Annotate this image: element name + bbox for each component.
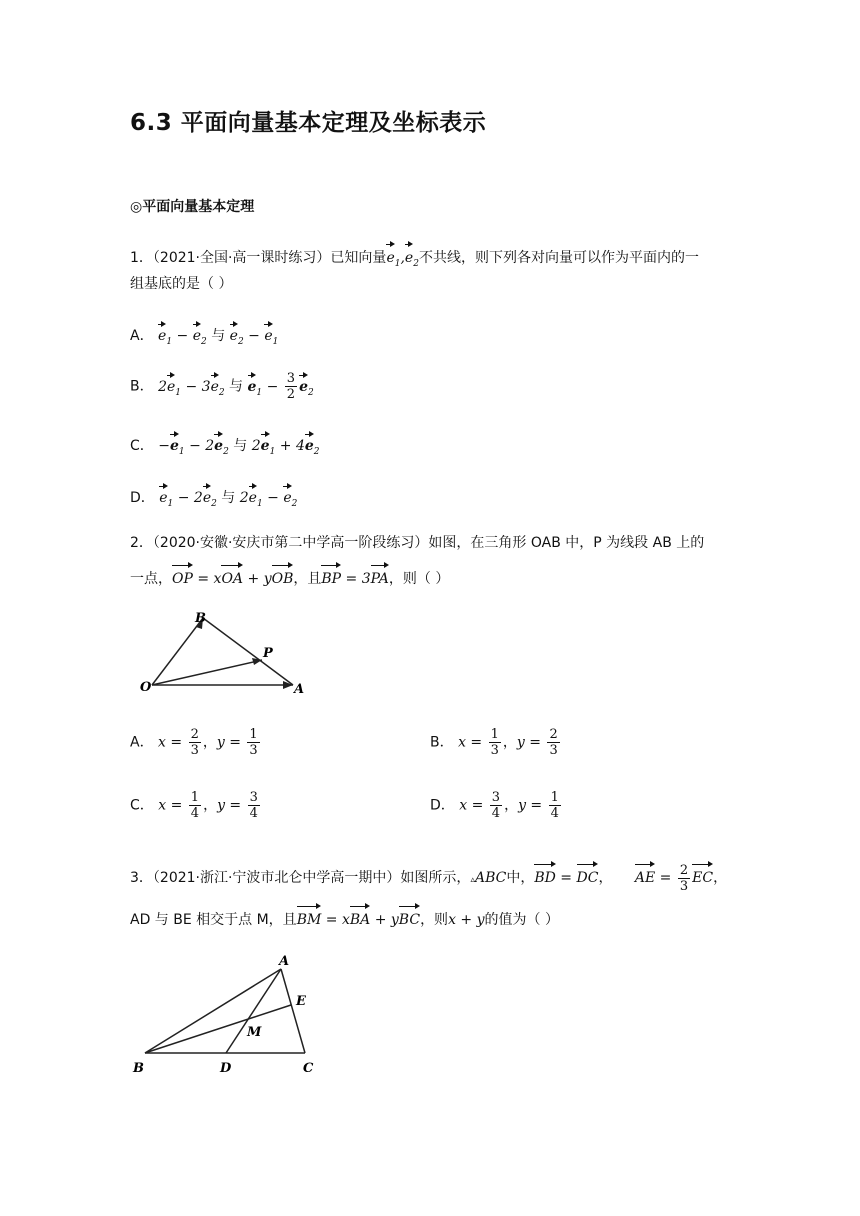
q3-equation-bm: BM = xBA + yBC <box>297 912 420 928</box>
q1-option-c-yu: 与 <box>233 438 248 454</box>
q2-label-b: B <box>195 611 206 626</box>
q1-line1 <box>130 242 699 274</box>
q3-label-e: E <box>296 994 306 1009</box>
q3-triangle-figure <box>125 945 325 1080</box>
q1-option-b-yu: 与 <box>229 378 244 395</box>
q1-stem-post: 不共线，则下列各对向量可以作为平面内的一 <box>418 250 699 266</box>
q3-line1: 3．（2021·浙江·宁波市北仑中学高一期中）如图所示，▵ABC中，BD = DC， AE = $\frac{2}{3}$ EC， <box>130 862 728 894</box>
q2-triangle-figure <box>130 605 320 697</box>
q1-option-b[interactable]: B． $2e_1 - 3e_2$ 与 $e_1$ − $\frac{3}{2}$ $e_2$ <box>130 371 314 402</box>
q3-equation-ae: AE = <box>635 870 676 886</box>
q2-option-c-label: C． <box>130 797 154 814</box>
q3-stem-mid: 中， <box>506 870 535 886</box>
q3-label-m: M <box>247 1025 262 1040</box>
q1-option-c-label: C． <box>130 438 154 454</box>
q2-option-c[interactable]: C． x = $\frac{1}{4}$ ，y = $\frac{3}{4}$ <box>130 790 258 821</box>
q3-expression-xy: x + y <box>448 912 485 928</box>
q3-label-b: B <box>133 1061 144 1076</box>
q3-label-a: A <box>279 954 290 969</box>
q1-option-c[interactable]: C． $-e_1 - 2e_2$ 与 $2e_1 + 4e_2$ <box>130 432 320 457</box>
q3-line2 <box>130 904 559 930</box>
q3-label-d: D <box>220 1061 232 1076</box>
page-title: 6.3 平面向量基本定理及坐标表示 <box>130 110 487 136</box>
q1-option-d-yu: 与 <box>221 490 236 506</box>
q3-equation-bd: BD = DC <box>534 870 598 886</box>
q2-option-a-label: A． <box>130 734 154 751</box>
q2-equation-bp: BP = 3PA <box>321 571 389 587</box>
section-heading: ◎平面向量基本定理 <box>130 199 255 215</box>
q2-label-o: O <box>140 680 152 695</box>
q1-vectors-e1-e2: $e_1,e_2$ <box>386 250 419 266</box>
q1-line2: 组基底的是（ ） <box>130 276 233 292</box>
q3-triangle-abc: ABC <box>474 870 507 886</box>
q2-option-d-label: D． <box>430 797 455 814</box>
q2-stem-mid: ，且 <box>293 571 322 587</box>
q1-option-a-yu: 与 <box>211 328 226 344</box>
q3-stem-post: 的值为（ ） <box>484 912 559 928</box>
q2-line1: 2．（2020·安徽·安庆市第二中学高一阶段练习）如图，在三角形 OAB 中，P 为线段 AB 上的 <box>130 535 705 551</box>
q2-line2 <box>130 563 449 589</box>
q2-option-d[interactable]: D． x = $\frac{3}{4}$ ，y = $\frac{1}{4}$ <box>430 790 559 821</box>
q3-stem-pre2: AD 与 BE 相交于点 M，且 <box>130 912 297 928</box>
q1-option-b-label: B． <box>130 378 154 395</box>
q3-label-c: C <box>303 1061 314 1076</box>
q2-equation-op: OP = xOA + yOB <box>172 571 293 587</box>
q1-option-a-label: A． <box>130 328 154 344</box>
q3-stem-mid2: ，则 <box>420 912 449 928</box>
q3-stem-pre: 3．（2021·浙江·宁波市北仑中学高一期中）如图所示， <box>130 870 471 886</box>
q2-option-a[interactable]: A． x = $\frac{2}{3}$ ，y = $\frac{1}{3}$ <box>130 727 258 758</box>
q1-option-d-label: D． <box>130 490 155 506</box>
q1-option-d[interactable]: D． $e_1 - 2e_2$ 与 $2e_1 - e_2$ <box>130 484 297 509</box>
q2-stem-post: ，则（ ） <box>388 571 450 587</box>
q2-label-p: P <box>263 646 273 661</box>
q1-option-a[interactable]: A． $e_1 - e_2$ 与 $e_2 - e_1$ <box>130 322 278 347</box>
q2-option-b[interactable]: B． x = $\frac{1}{3}$ ，y = $\frac{2}{3}$ <box>430 727 558 758</box>
q1-stem-pre: 1．（2021·全国·高一课时练习）已知向量 <box>130 250 387 266</box>
q2-option-b-label: B． <box>430 734 454 751</box>
q2-label-a: A <box>294 682 305 697</box>
q2-stem-pre: 一点， <box>130 571 172 587</box>
